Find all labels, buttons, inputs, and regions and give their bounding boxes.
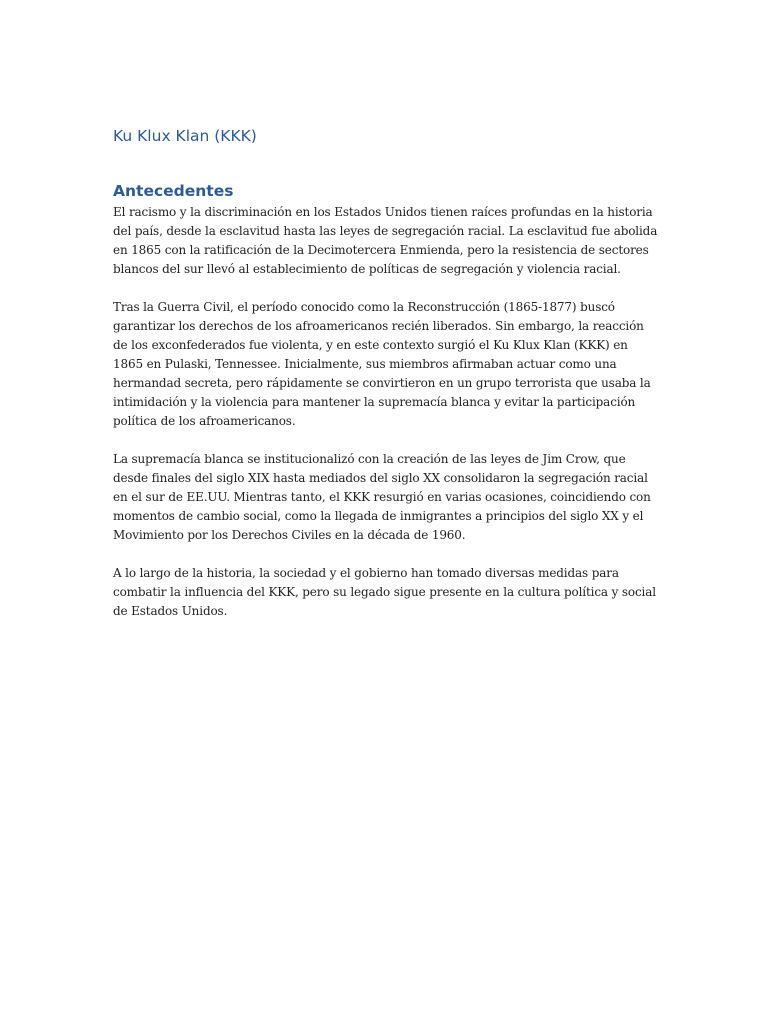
- paragraph-2: Tras la Guerra Civil, el período conocido como la Reconstrucción (1865-1877) buscó garantizar los derechos de los afroamericanos recién liberados. Sin embargo, la reacción de los exconfederados fue violenta, y en este contexto surgió el Ku Klux Klan (KKK) en 1865 en Pulaski, Tennessee. Inicialmente, sus miembros afirmaban actuar como una hermandad secreta, pero rápidamente se convirtieron en un grupo terrorista que usaba la intimidación y la violencia para mantener la supremacía blanca y evitar la participación política de los afroamericanos.: [113, 300, 651, 428]
- document-title: Ku Klux Klan (KKK): [113, 127, 257, 145]
- paragraph-1: El racismo y la discriminación en los Estados Unidos tienen raíces profundas en la historia del país, desde la esclavitud hasta las leyes de segregación racial. La esclavitud fue abolida en 1865 con la ratificación de la Decimotercera Enmienda, pero la resistencia de sectores blancos del sur llevó al establecimiento de políticas de segregación y violencia racial.: [113, 205, 658, 276]
- paragraph-3: La supremacía blanca se institucionalizó con la creación de las leyes de Jim Crow, que desde finales del siglo XIX hasta mediados del siglo XX consolidaron la segregación racial en el sur de EE.UU. Mientras tanto, el KKK resurgió en varias ocasiones, coincidiendo con momentos de cambio social, como la llegada de inmigrantes a principios del siglo XX y el Movimiento por los Derechos Civiles en la década de 1960.: [113, 452, 651, 542]
- document-body: [113, 124, 658, 621]
- section-heading: Antecedentes: [113, 182, 234, 200]
- paragraph-4: A lo largo de la historia, la sociedad y el gobierno han tomado diversas medidas para combatir la influencia del KKK, pero su legado sigue presente en la cultura política y social de Estados Unidos.: [113, 566, 656, 618]
